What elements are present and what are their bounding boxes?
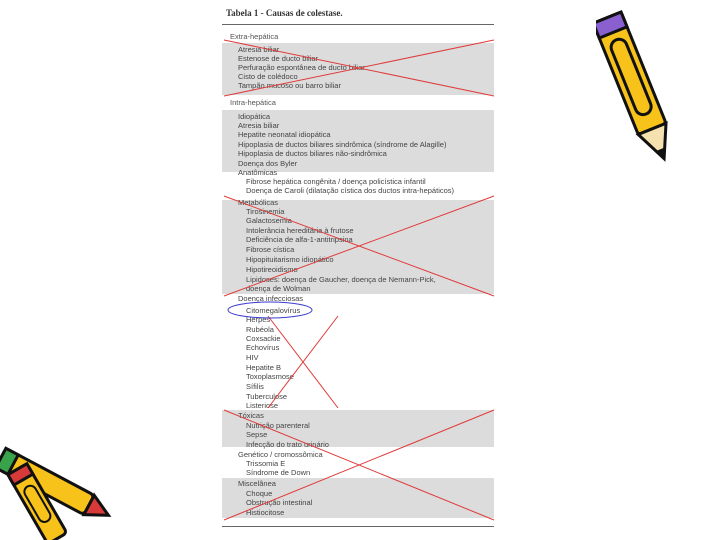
list-item: Perfuração espontânea de ducto biliar: [238, 63, 365, 72]
list-item: Fibrose hepática congênita / doença policística infantil: [246, 177, 426, 186]
list-item: Toxoplasmose: [246, 372, 294, 381]
list-item: Obstrução intestinal: [246, 498, 313, 507]
list-item: Echovírus: [246, 343, 280, 352]
list-item: Sepse: [246, 430, 268, 439]
group-label: Genético / cromossômica: [238, 450, 323, 459]
list-item: HIV: [246, 353, 259, 362]
list-item: Choque: [246, 489, 273, 498]
list-item: Nutrição parenteral: [246, 421, 310, 430]
list-item: Hipoplasia de ductos biliares não-sindrômica: [238, 149, 387, 158]
list-item: Tirosinemia: [246, 207, 285, 216]
list-item: Intolerância hereditária à frutose: [246, 226, 354, 235]
list-item: Listeriose: [246, 401, 279, 410]
list-item: Hipotireoidismo: [246, 265, 298, 274]
list-item: Hipoplasia de ductos biliares sindrômica (síndrome de Alagille): [238, 140, 447, 149]
section-label: Extra-hepática: [230, 32, 279, 41]
list-item: Idiopática: [238, 112, 271, 121]
list-item: Fibrose cística: [246, 245, 295, 254]
group-label: Doença infecciosas: [238, 294, 304, 303]
list-item: Hepatite neonatal idiopática: [238, 130, 331, 139]
list-item: Síndrome de Down: [246, 468, 311, 477]
section-label: Intra-hepática: [230, 98, 276, 107]
list-item: Hipopituitarismo idiopático: [246, 255, 334, 264]
group-label: Tóxicas: [238, 411, 264, 420]
list-item: Tampão mucoso ou barro biliar: [238, 81, 341, 90]
list-item: Doença de Caroli (dilatação cística dos ductos intra-hepáticos): [246, 186, 455, 195]
crayon-icon: [0, 430, 120, 540]
list-item: Histiocitose: [246, 508, 285, 517]
list-item: Galactosemia: [246, 216, 292, 225]
list-item: Herpes: [246, 315, 271, 324]
list-item: Atresia biliar: [238, 121, 280, 130]
list-item: Deficiência de alfa-1-antitripsina: [246, 235, 353, 244]
list-item: Doença dos Byler: [238, 159, 298, 168]
group-label: Metabólicas: [238, 198, 279, 207]
list-item: Estenose de ducto biliar: [238, 54, 319, 63]
list-item: Trissomia E: [246, 459, 286, 468]
table-title: Tabela 1 - Causas de colestase.: [226, 8, 343, 18]
list-item: doença de Wolman: [246, 284, 311, 293]
list-item: Lipidoses: doença de Gaucher, doença de Nemann-Pick,: [246, 275, 436, 284]
group-label: Anatômicas: [238, 168, 278, 177]
list-item: Atresia biliar: [238, 45, 280, 54]
list-item: Infecção do trato urinário: [246, 440, 329, 449]
group-label: Miscelânea: [238, 479, 276, 488]
list-item: Tuberculose: [246, 392, 287, 401]
list-item: Rubéola: [246, 325, 274, 334]
list-item: Citomegalovírus: [246, 306, 301, 315]
list-item: Sífilis: [246, 382, 264, 391]
list-item: Cisto de colédoco: [238, 72, 298, 81]
pencil-icon: [596, 4, 676, 174]
list-item: Coxsackie: [246, 334, 281, 343]
highlight-ellipse: [228, 302, 312, 318]
list-item: Hepatite B: [246, 363, 282, 372]
